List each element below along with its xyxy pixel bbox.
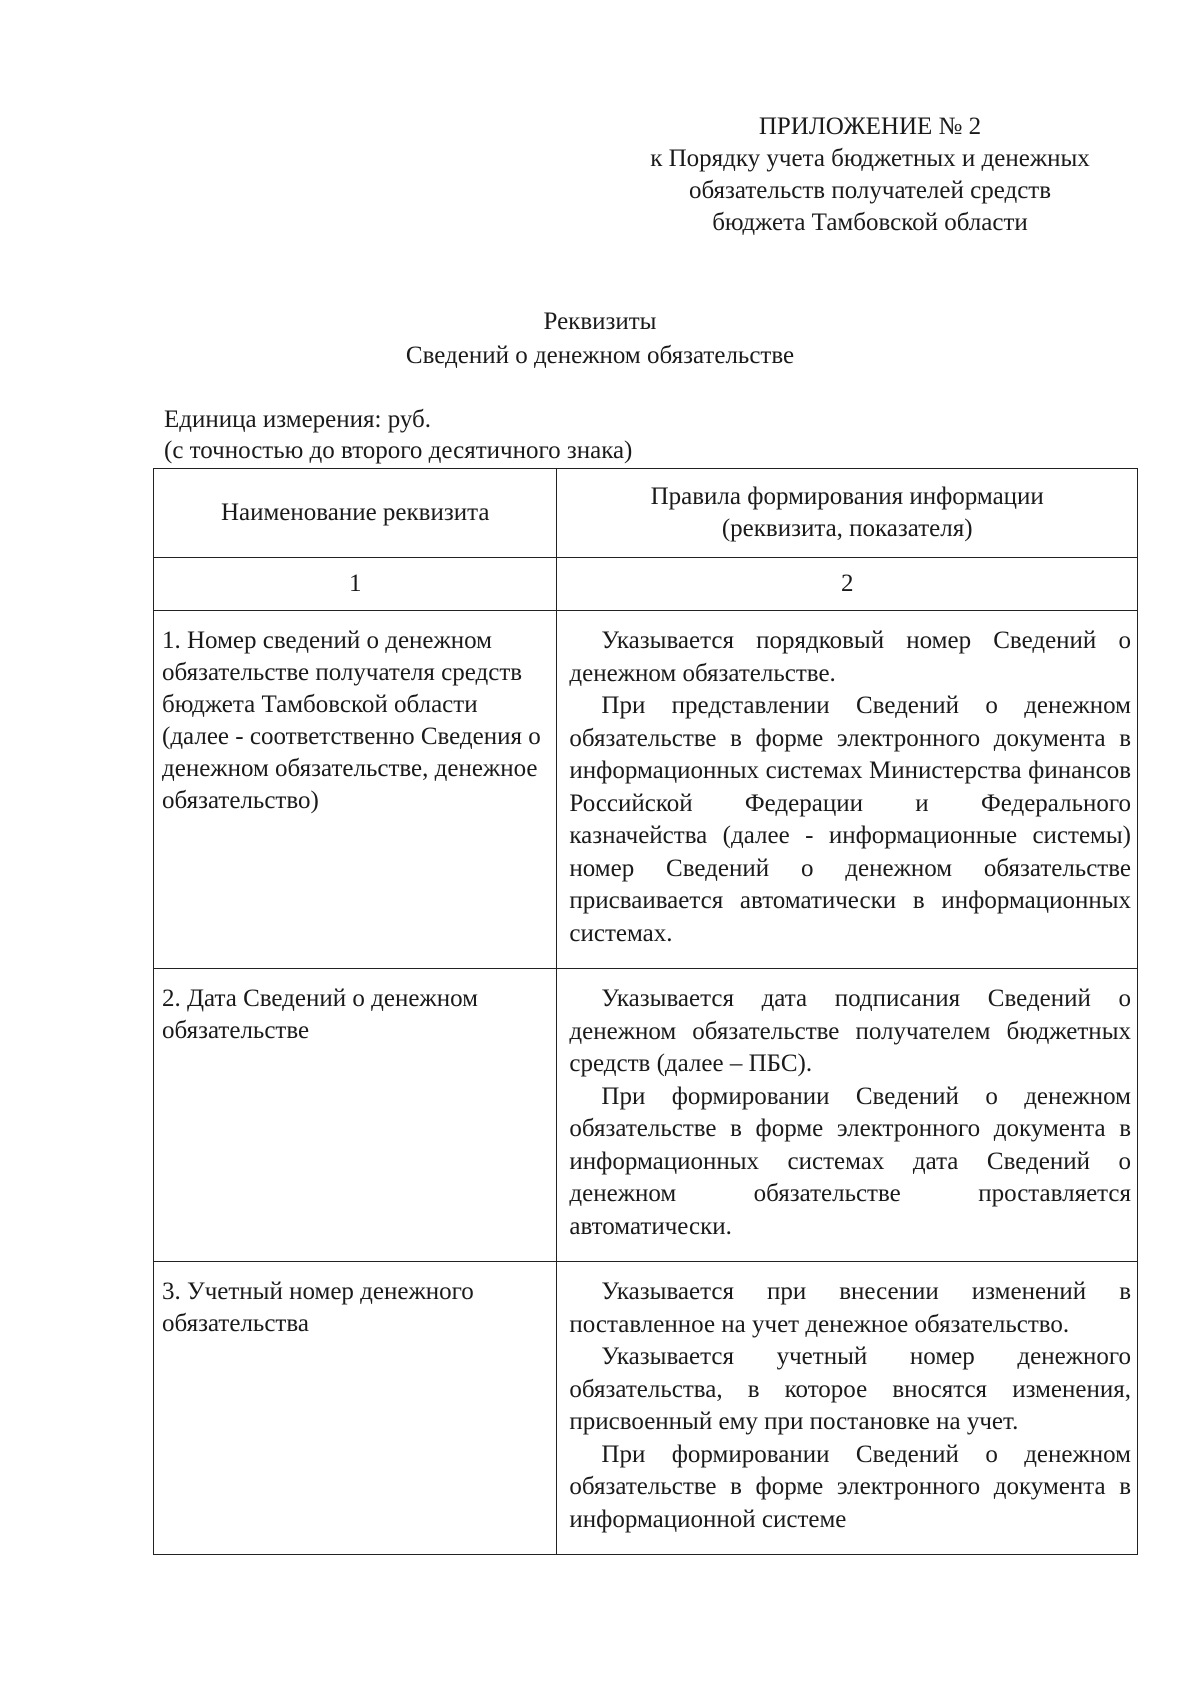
rule-paragraph: Указывается при внесении изменений в поставленное на учет денежное обязательство. — [569, 1278, 1131, 1338]
table-row — [154, 611, 1138, 969]
rule-paragraph: При формировании Сведений о денежном обязательстве в форме электронного документа в информационных системах дата Сведений о денежном обязательстве проставляется автоматически. — [569, 1082, 1131, 1240]
appendix-title: ПРИЛОЖЕНИЕ № 2 — [758, 113, 982, 140]
rule-paragraph: При представлении Сведений о денежном обязательстве в форме электронного документа в информационных системах Министерства финансов Российской Федерации и Федерального казначейства (далее - информационные системы) номер Сведений о денежном обязательстве присваивается автоматически в информационных системах. — [569, 692, 1131, 947]
document-title-line-1: Реквизиты — [543, 308, 657, 335]
table-row — [154, 969, 1138, 1262]
document-title-line-2: Сведений о денежном обязательстве — [405, 342, 795, 369]
unit-line-1: Единица измерения: руб. — [164, 406, 432, 433]
requisites-table — [153, 468, 1138, 1555]
requisite-rules — [557, 969, 1138, 1262]
table-header-row — [154, 469, 1138, 558]
unit-of-measure — [164, 404, 864, 466]
requisite-name: 3. Учетный номер денежного обязательства — [154, 1262, 557, 1555]
unit-line-2: (с точностью до второго десятичного знака) — [164, 437, 633, 464]
header-col-rules: Правила формирования информации (реквизита, показателя) — [557, 469, 1138, 558]
col-number-1: 1 — [154, 558, 557, 611]
rule-paragraph: Указывается дата подписания Сведений о денежном обязательстве получателем бюджетных средств (далее – ПБС). — [569, 985, 1131, 1077]
rule-paragraph: При формировании Сведений о денежном обязательстве в форме электронного документа в информационной системе — [569, 1440, 1131, 1533]
col-number-2: 2 — [557, 558, 1138, 611]
requisite-rules — [557, 1262, 1138, 1555]
requisite-rules — [557, 611, 1138, 969]
appendix-line-2: обязательств получателей средств — [688, 177, 1052, 204]
appendix-line-3: бюджета Тамбовской области — [712, 209, 1028, 236]
rule-paragraph: Указывается порядковый номер Сведений о денежном обязательстве. — [569, 627, 1131, 687]
appendix-line-1: к Порядку учета бюджетных и денежных — [650, 145, 1090, 172]
header-col-name: Наименование реквизита — [154, 469, 557, 558]
table-row — [154, 1262, 1138, 1555]
requisite-name: 2. Дата Сведений о денежном обязательстве — [154, 969, 557, 1262]
rule-paragraph: Указывается учетный номер денежного обязательства, в которое вносятся изменения, присвоенный ему при постановке на учет. — [569, 1343, 1131, 1435]
appendix-header — [610, 110, 1130, 239]
document-title — [300, 305, 900, 373]
table-number-row — [154, 558, 1138, 611]
requisite-name: 1. Номер сведений о денежном обязательстве получателя средств бюджета Тамбовской области (далее - соответственно Сведения о денежном обязательстве, денежное обязательство) — [154, 611, 557, 969]
